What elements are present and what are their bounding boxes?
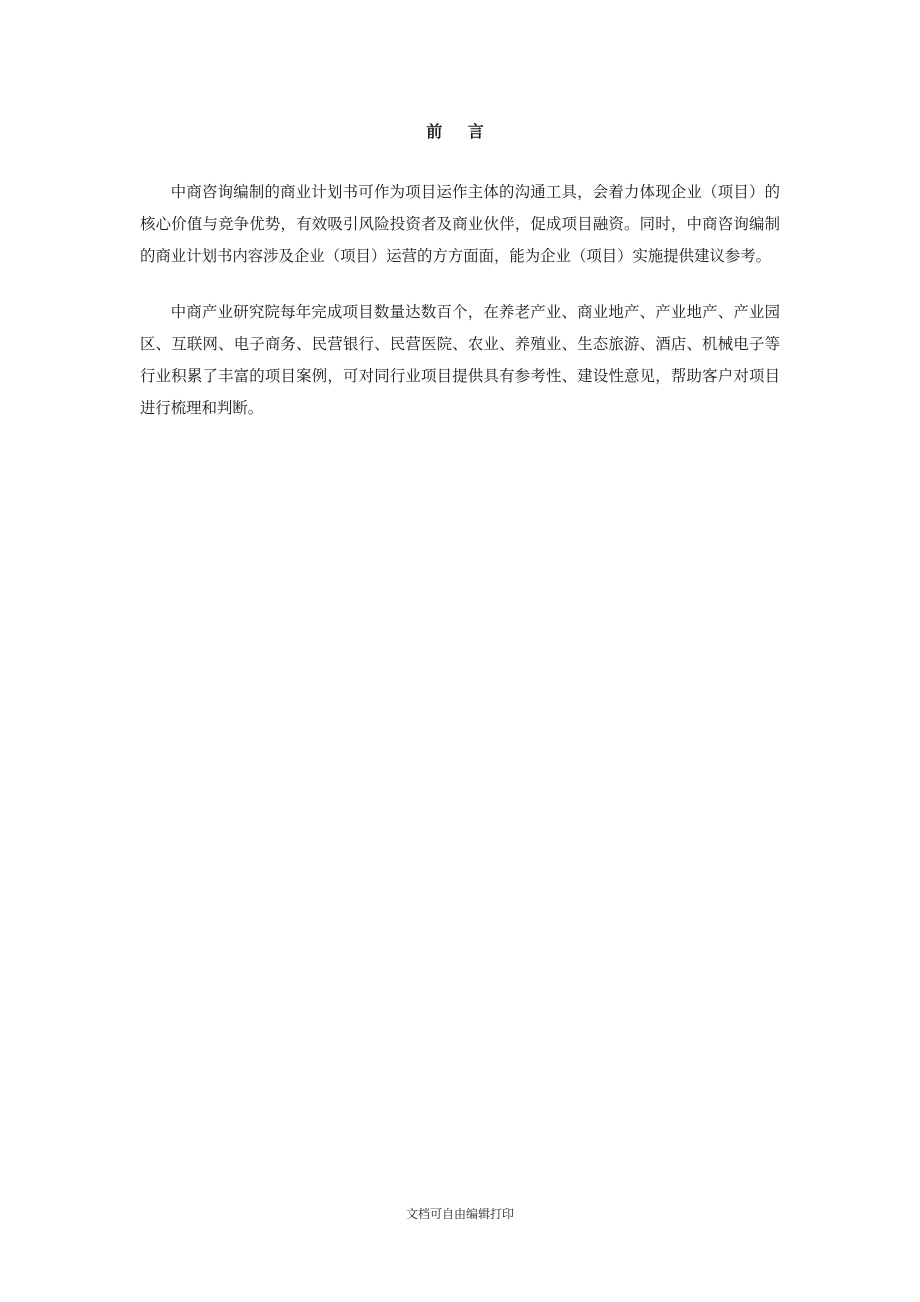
paragraph-2: 中商产业研究院每年完成项目数量达数百个，在养老产业、商业地产、产业地产、产业园区、互联网、电子商务、民营银行、民营医院、农业、养殖业、生态旅游、酒店、机械电子等行业积累了丰富的项目案例，可对同行业项目提供具有参考性、建设性意见，帮助客户对项目进行梳理和判断。 — [140, 303, 780, 417]
paragraph-1: 中商咨询编制的商业计划书可作为项目运作主体的沟通工具，会着力体现企业（项目）的核心价值与竞争优势，有效吸引风险投资者及商业伙伴，促成项目融资。同时，中商咨询编制的商业计划书内容涉及企业（项目）运营的方方面面，能为企业（项目）实施提供建议参考。 — [140, 183, 780, 265]
page-footer: 文档可自由编辑打印 — [405, 1207, 514, 1221]
page-title: 前 言 — [426, 122, 494, 141]
document-body — [140, 176, 780, 448]
